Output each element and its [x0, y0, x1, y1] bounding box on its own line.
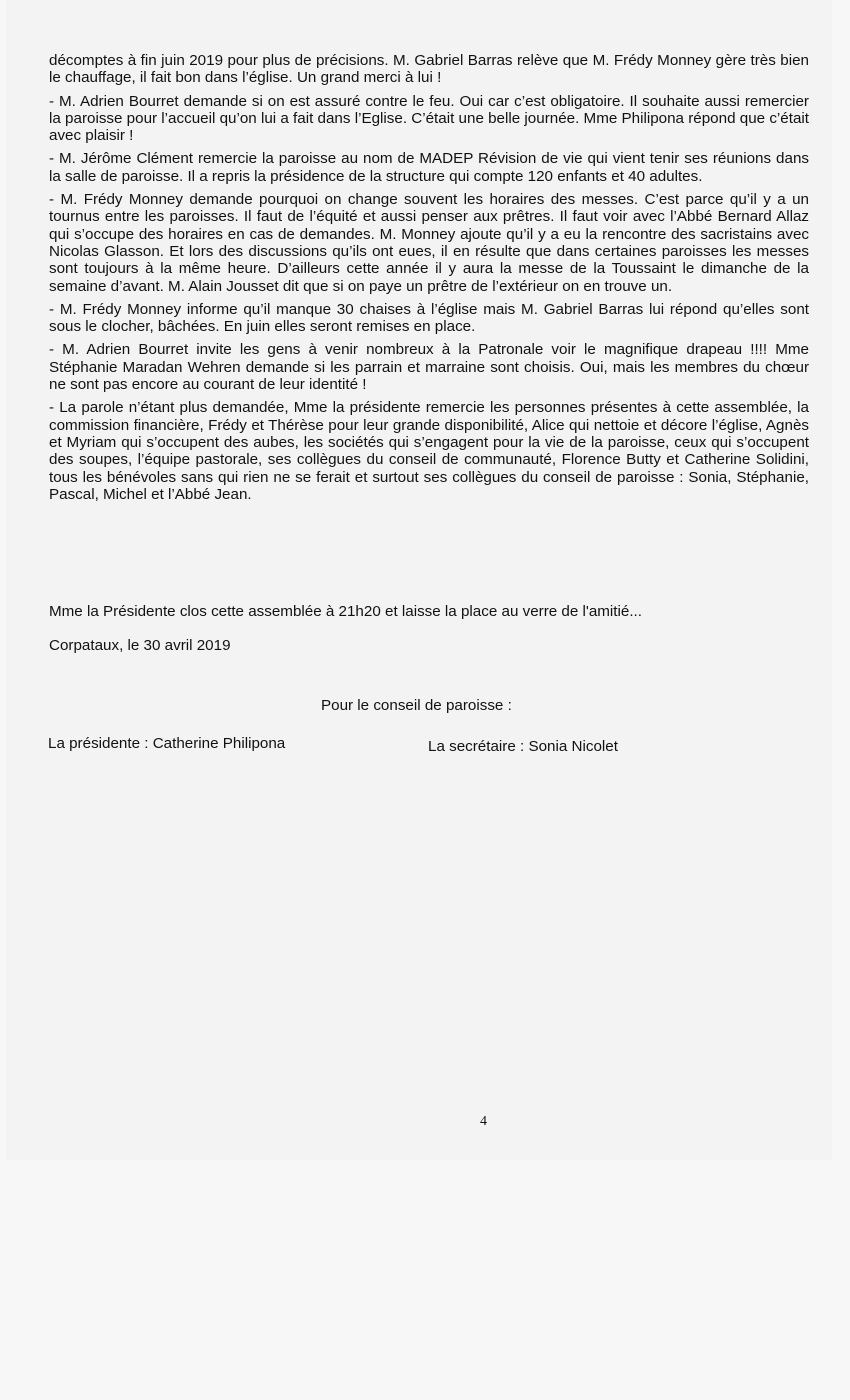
closing-statement: Mme la Présidente clos cette assemblée à 21h20 et laisse la place au verre de l'amitié... [49, 603, 642, 620]
president-signature: La présidente : Catherine Philipona [48, 735, 286, 752]
secretary-signature: La secrétaire : Sonia Nicolet [428, 738, 618, 755]
minutes-body [49, 52, 809, 509]
place-date: Corpataux, le 30 avril 2019 [49, 637, 231, 654]
paragraph-thanks: - La parole n’étant plus demandée, Mme la présidente remercie les personnes présentes à cette assemblée, la commission financière, Frédy et Thérèse pour leur grande disponibilité, Alice qui nettoie et décore l’église, Agnès et Myriam qui s’occupent des aubes, les sociétés qui s’engagent pour la vie de la paroisse, ceux qui s’occupent des soupes, l’équipe pastorale, ses collègues du conseil de communauté, Florence Butty et Catherine Solidini, tous les bénévoles sans qui rien ne se ferait et surtout ses collègues du conseil de paroisse : Sonia, Stéphanie, Pascal, Michel et l’Abbé Jean. [49, 399, 809, 503]
page-number: 4 [480, 1114, 487, 1129]
paragraph-insurance: - M. Adrien Bourret demande si on est assuré contre le feu. Oui car c’est obligatoire. Il souhaite aussi remercier la paroisse pour l’accueil qu’on lui a fait dans l’Eglise. C’était une belle journée. Mme Philipona répond que c’était avec plaisir ! [49, 92, 809, 145]
paragraph-madep: - M. Jérôme Clément remercie la paroisse au nom de MADEP Révision de vie qui vient tenir ses réunions dans la salle de paroisse. Il a repris la présidence de la structure qui compte 120 enfants et 40 adultes. [49, 150, 809, 185]
paragraph-mass-schedule: - M. Frédy Monney demande pourquoi on change souvent les horaires des messes. C’est parce qu’il y a un tournus entre les paroisses. Il faut de l’équité et aussi penser aux prêtres. Il faut voir avec l’Abbé Bernard Allaz qui s’occupe des horaires en cas de demandes. M. Monney ajoute qu’il y a eu la rencontre des sacristains avec Nicolas Glasson. Et lors des discussions qu’ils ont eues, il en résulte que dans certaines paroisses les messes sont toujours à la même heure. D’ailleurs cette année il y aura la messe de la Toussaint le dimanche de la semaine d’avant. M. Alain Jousset dit que si on paye un prêtre de l’extérieur on en trouve un. [49, 191, 809, 295]
paragraph-heating: décomptes à fin juin 2019 pour plus de précisions. M. Gabriel Barras relève que M. Frédy Monney gère très bien le chauffage, il fait bon dans l’église. Un grand merci à lui ! [49, 52, 809, 87]
council-line: Pour le conseil de paroisse : [321, 697, 512, 714]
paragraph-chairs: - M. Frédy Monney informe qu’il manque 30 chaises à l’église mais M. Gabriel Barras lui répond qu’elles sont sous le clocher, bâchées. En juin elles seront remises en place. [49, 300, 809, 336]
paragraph-patronale: - M. Adrien Bourret invite les gens à venir nombreux à la Patronale voir le magnifique drapeau !!!! Mme Stéphanie Maradan Wehren demande si les parrain et marraine sont choisis. Oui, mais les membres du chœur ne sont pas encore au courant de leur identité ! [49, 341, 809, 394]
